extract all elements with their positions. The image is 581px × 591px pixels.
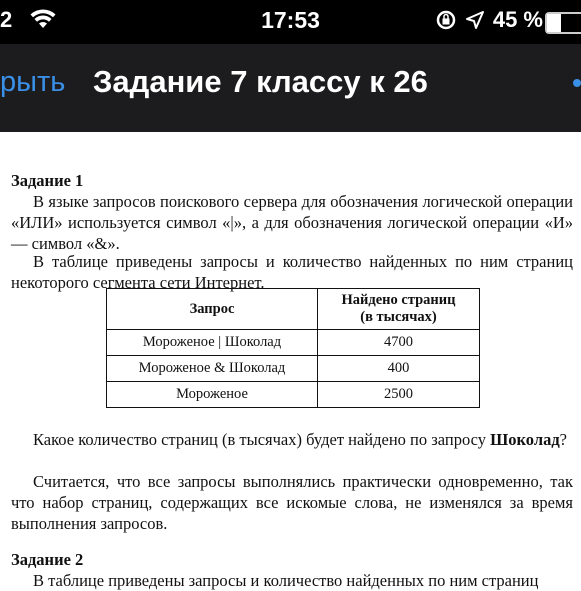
- status-right: [435, 7, 543, 33]
- cell-query: Мороженое | Шоколад: [107, 330, 318, 356]
- status-bar: [0, 0, 581, 44]
- cell-query: Мороженое: [107, 382, 318, 408]
- navigation-bar: [0, 44, 581, 132]
- orientation-lock-icon: [435, 9, 457, 31]
- more-dot-icon[interactable]: [573, 79, 581, 87]
- table-row: [107, 330, 480, 356]
- cell-pages: 4700: [318, 330, 480, 356]
- table-row: [107, 382, 480, 408]
- question-text: Какое количество страниц (в тысячах) будет найдено по запросу: [33, 430, 491, 449]
- task1-paragraph3: Считается, что все запросы выполнялись практически одновременно, так что набор страниц, содержащих все искомые слова, не изменялся за время выполнения запросов.: [11, 472, 573, 533]
- cell-pages: 400: [318, 356, 480, 382]
- header-pages: [318, 289, 480, 330]
- table-row: [107, 356, 480, 382]
- question-keyword: Шоколад: [490, 430, 560, 449]
- task1-paragraph1: В языке запросов поискового сервера для обозначения логической операции «ИЛИ» используется символ «|», а для обозначения логической операции «И» — символ «&».: [11, 192, 573, 253]
- back-button[interactable]: рыть: [0, 66, 66, 98]
- header-pages-line1: Найдено страниц: [341, 292, 456, 308]
- task1-question: [11, 429, 573, 450]
- task2-paragraph1: В таблице приведены запросы и количество найденных по ним страниц: [33, 571, 539, 590]
- header-query: Запрос: [107, 289, 318, 330]
- task1-paragraph2: В таблице приведены запросы и количество найденных по ним страниц некоторого сегмента сети Интернет.: [11, 252, 573, 292]
- task1-title: Задание 1: [11, 171, 84, 190]
- task2-title: Задание 2: [11, 550, 84, 569]
- query-table: [106, 288, 480, 408]
- battery-icon: [545, 12, 581, 34]
- cell-query: Мороженое & Шоколад: [107, 356, 318, 382]
- cell-pages: 2500: [318, 382, 480, 408]
- location-arrow-icon: [465, 10, 485, 30]
- page-title: Задание 7 классу к 26: [93, 64, 428, 99]
- status-left-text: 2: [0, 7, 13, 32]
- battery-percent: 45 %: [492, 7, 543, 32]
- header-pages-line2: (в тысячах): [360, 309, 437, 325]
- question-mark: ?: [559, 430, 567, 449]
- table-header-row: [107, 289, 480, 330]
- document-page: [0, 132, 581, 590]
- status-time: 17:53: [261, 7, 320, 33]
